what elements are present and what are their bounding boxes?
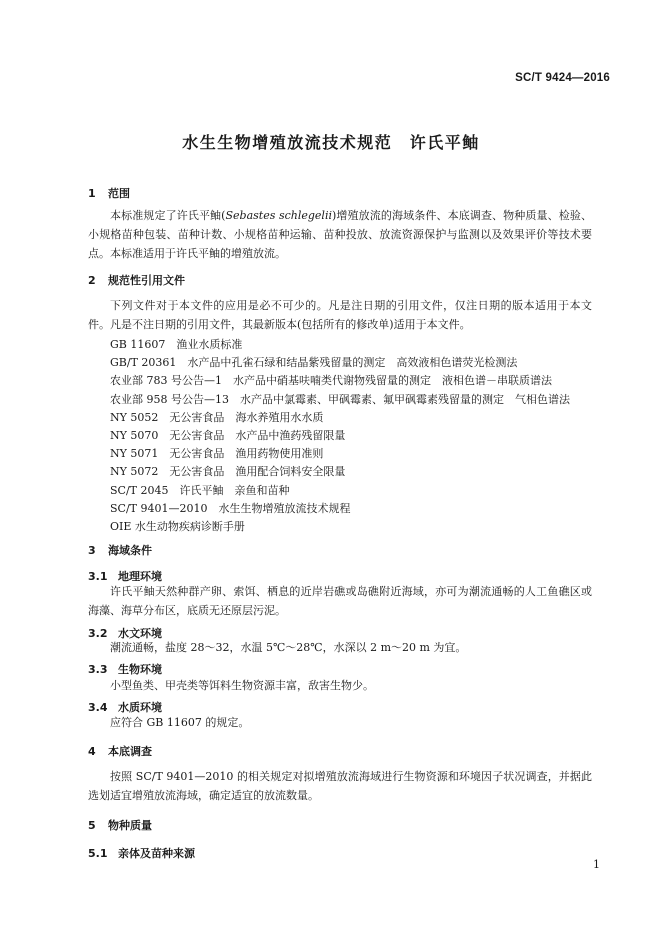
subsection-number: 3.3 xyxy=(88,663,108,676)
geography-paragraph: 许氏平鲉天然种群产卵、索饵、栖息的近岸岩礁或岛礁附近海域，亦可为潮流通畅的人工鱼礁区或海藻、海草分布区，底质无还原层污泥。 xyxy=(88,585,592,617)
section-5-heading xyxy=(88,817,152,833)
subsection-title: 亲体及苗种来源 xyxy=(118,847,195,860)
reference-item: SC/T 9401—2010 水生生物增殖放流技术规程 xyxy=(110,501,351,515)
reference-item: GB/T 20361 水产品中孔雀石绿和结晶紫残留量的测定 高效液相色谱荧光检测法 xyxy=(110,356,518,370)
subsection-number: 3.4 xyxy=(88,701,108,714)
section-2-heading xyxy=(88,272,185,288)
reference-item: NY 5071 无公害食品 渔用药物使用准则 xyxy=(110,447,324,461)
biology-paragraph: 小型鱼类、甲壳类等饵料生物资源丰富，敌害生物少。 xyxy=(110,679,374,692)
reference-item: NY 5072 无公害食品 渔用配合饲料安全限量 xyxy=(110,465,346,479)
baseline-survey-paragraph: 按照 SC/T 9401—2010 的相关规定对拟增殖放流海域进行生物资源和环境因子状况调查，并据此选划适宜增殖放流海域，确定适宜的放流数量。 xyxy=(88,770,592,802)
section-title: 海域条件 xyxy=(108,544,152,557)
section-title: 规范性引用文件 xyxy=(108,274,185,287)
scope-text-b: )增殖放流的海域条件、本底调查、物种质量、检验、小规格苗种包装、苗种计数、小规格苗种运输、苗种投放、放流资源保护与监测以及效果评价等技术要点。 xyxy=(88,209,593,260)
section-title: 本底调查 xyxy=(108,745,152,758)
species-scientific-name: Sebastes schlegelii xyxy=(225,209,332,222)
reference-item: NY 5052 无公害食品 海水养殖用水水质 xyxy=(110,410,324,424)
subsection-number: 3.2 xyxy=(88,627,108,640)
subsection-number: 3.1 xyxy=(88,570,108,583)
reference-item: NY 5070 无公害食品 水产品中渔药残留限量 xyxy=(110,429,346,442)
water-quality-paragraph: 应符合 GB 11607 的规定。 xyxy=(110,716,250,729)
subsection-number: 5.1 xyxy=(88,847,108,860)
reference-item: 农业部 783 号公告—1 水产品中硝基呋喃类代谢物残留量的测定 液相色谱－串联质谱法 xyxy=(110,374,552,388)
reference-item: SC/T 2045 许氏平鲉 亲鱼和苗种 xyxy=(110,483,290,497)
section-title: 范围 xyxy=(108,187,130,200)
standard-code: SC/T 9424—2016 xyxy=(515,72,610,84)
reference-item: OIE 水生动物疾病诊断手册 xyxy=(110,520,245,533)
section-number: 4 xyxy=(88,745,96,758)
page-number: 1 xyxy=(593,858,600,871)
subsection-title: 生物环境 xyxy=(118,663,162,676)
subsection-5-1-heading xyxy=(88,845,195,861)
section-1-heading xyxy=(88,185,130,201)
section-number: 1 xyxy=(88,187,96,200)
scope-applicability: 本标准适用于许氏平鲉的增殖放流。 xyxy=(110,247,286,260)
hydrology-paragraph: 潮流通畅，盐度 28～32，水温 5℃～28℃，水深以 2 m～20 m 为宜。 xyxy=(110,641,467,654)
section-number: 3 xyxy=(88,544,96,557)
section-4-heading xyxy=(88,743,152,759)
reference-item: GB 11607 渔业水质标准 xyxy=(110,338,243,351)
section-number: 5 xyxy=(88,819,96,832)
subsection-title: 地理环境 xyxy=(118,570,162,583)
subsection-3-3-heading xyxy=(88,661,162,677)
scope-text-a: 本标准规定了许氏平鲉( xyxy=(110,209,226,222)
section-number: 2 xyxy=(88,274,96,287)
reference-item: 农业部 958 号公告—13 水产品中氯霉素、甲砜霉素、氟甲砜霉素残留量的测定 气相色谱法 xyxy=(110,392,570,406)
section-3-heading xyxy=(88,542,152,558)
document-title: 水生生物增殖放流技术规范 许氏平鲉 xyxy=(182,133,480,152)
references-intro: 下列文件对于本文件的应用是必不可少的。凡是注日期的引用文件，仅注日期的版本适用于本文件。凡是不注日期的引用文件，其最新版本(包括所有的修改单)适用于本文件。 xyxy=(88,299,592,331)
section-title: 物种质量 xyxy=(108,819,152,832)
subsection-title: 水质环境 xyxy=(118,701,162,714)
subsection-title: 水文环境 xyxy=(118,627,162,640)
